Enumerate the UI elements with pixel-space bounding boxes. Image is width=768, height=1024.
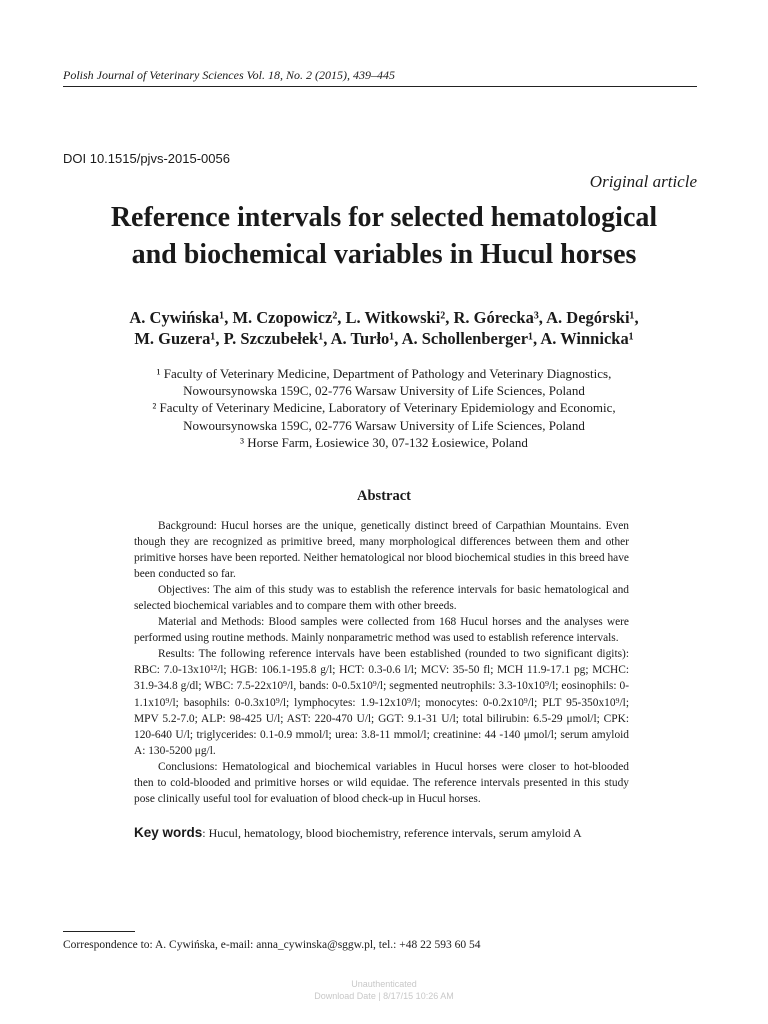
abstract-heading: Abstract <box>357 488 411 504</box>
header-divider <box>63 86 697 87</box>
footnote-divider <box>63 931 135 932</box>
doi-label: DOI 10.1515/pjvs-2015-0056 <box>63 151 230 166</box>
authors-line-2: M. Guzera¹, P. Szczubełek¹, A. Turło¹, A. Schollenberger¹, A. Winnicka¹ <box>134 329 634 348</box>
abstract-methods: Material and Methods: Blood samples were collected from 168 Hucul horses and the analyses were performed using routine methods. Mainly nonparametric method was used to establish reference intervals. <box>134 616 629 645</box>
author-list <box>40 307 728 349</box>
title-line-2: and biochemical variables in Hucul horses <box>131 239 637 270</box>
abstract-conclusions: Conclusions: Hematological and biochemical variables in Hucul horses were closer to hot-blooded then to cold-blooded and primitive horses or wild equidae. The reference intervals presented in this study pose clinically useful tool for evaluation of blood check-up in Hucul horses. <box>134 760 629 805</box>
affiliation-line: ² Faculty of Veterinary Medicine, Laboratory of Veterinary Epidemiology and Economic, <box>152 400 616 416</box>
article-title <box>40 199 728 273</box>
article-type: Original article <box>589 172 697 191</box>
affiliation-line: ¹ Faculty of Veterinary Medicine, Department of Pathology and Veterinary Diagnostics, <box>156 366 612 381</box>
keywords-text: : Hucul, hematology, blood biochemistry, reference intervals, serum amyloid A <box>202 826 582 840</box>
abstract-background: Background: Hucul horses are the unique, genetically distinct breed of Carpathian Mountains. Even though they are recognized as primitive breed, many morphological differences between them and other primitive horses have been reported. Neither hematological nor blood biochemical studies in this breed have been conducted so far. <box>134 520 629 581</box>
affiliation-line: Nowoursynowska 159C, 02-776 Warsaw University of Life Sciences, Poland <box>183 417 585 433</box>
authors-line-1: A. Cywińska¹, M. Czopowicz², L. Witkowski², R. Górecka³, A. Degórski¹, <box>129 308 639 327</box>
keywords-label: Key words <box>134 825 203 840</box>
abstract-body <box>134 518 629 807</box>
abstract-results: Results: The following reference intervals have been established (rounded to two significant digits): RBC: 7.0-13x10¹²/l; HGB: 106.1-195.8 g/l; HCT: 0.3-0.6 l/l; MCV: 35-50 fl; MCH 11.9-17.1 pg; MCHC: 31.9-34.8 g/dl; WBC: 7.5-22x10⁹/l, bands: 0-0.5x10⁹/l; segmented neutrophils: 3.3-10x10⁹/l; eosinophils: 0-1.1x10⁹/l; basophils: 0-0.3x10⁹/l; lymphocytes: 1.9-12x10⁹/l; monocytes: 0-0.2x10⁹/l; PLT 95-350x10⁹/l; MPV 5.2-7.0; ALP: 98-425 U/l; AST: 220-470 U/l; GGT: 9.1-31 U/l; total bilirubin: 6.5-29 μmol/l; CPK: 120-640 U/l; triglycerides: 0.1-0.9 mmol/l; urea: 3.8-11 mmol/l; creatinine: 44 -140 μmol/l; serum amyloid A: 130-5200 μg/l. <box>134 648 629 757</box>
keywords <box>134 825 644 841</box>
download-watermark <box>0 978 768 1002</box>
correspondence-note: Correspondence to: A. Cywińska, e-mail: anna_cywinska@sggw.pl, tel.: +48 22 593 60 54 <box>63 939 481 951</box>
journal-citation: Polish Journal of Veterinary Sciences Vol. 18, No. 2 (2015), 439–445 <box>63 68 395 82</box>
affiliation-line: Nowoursynowska 159C, 02-776 Warsaw University of Life Sciences, Poland <box>183 383 585 399</box>
affiliation-line: ³ Horse Farm, Łosiewice 30, 07-132 Łosiewice, Poland <box>240 434 528 450</box>
affiliations <box>64 365 704 451</box>
title-line-1: Reference intervals for selected hematological <box>110 202 658 233</box>
abstract-objectives: Objectives: The aim of this study was to establish the reference intervals for basic hematological and selected biochemical variables and to compare them with other breeds. <box>134 584 629 613</box>
watermark-line: Unauthenticated <box>351 979 417 989</box>
watermark-line: Download Date | 8/17/15 10:26 AM <box>314 991 454 1001</box>
